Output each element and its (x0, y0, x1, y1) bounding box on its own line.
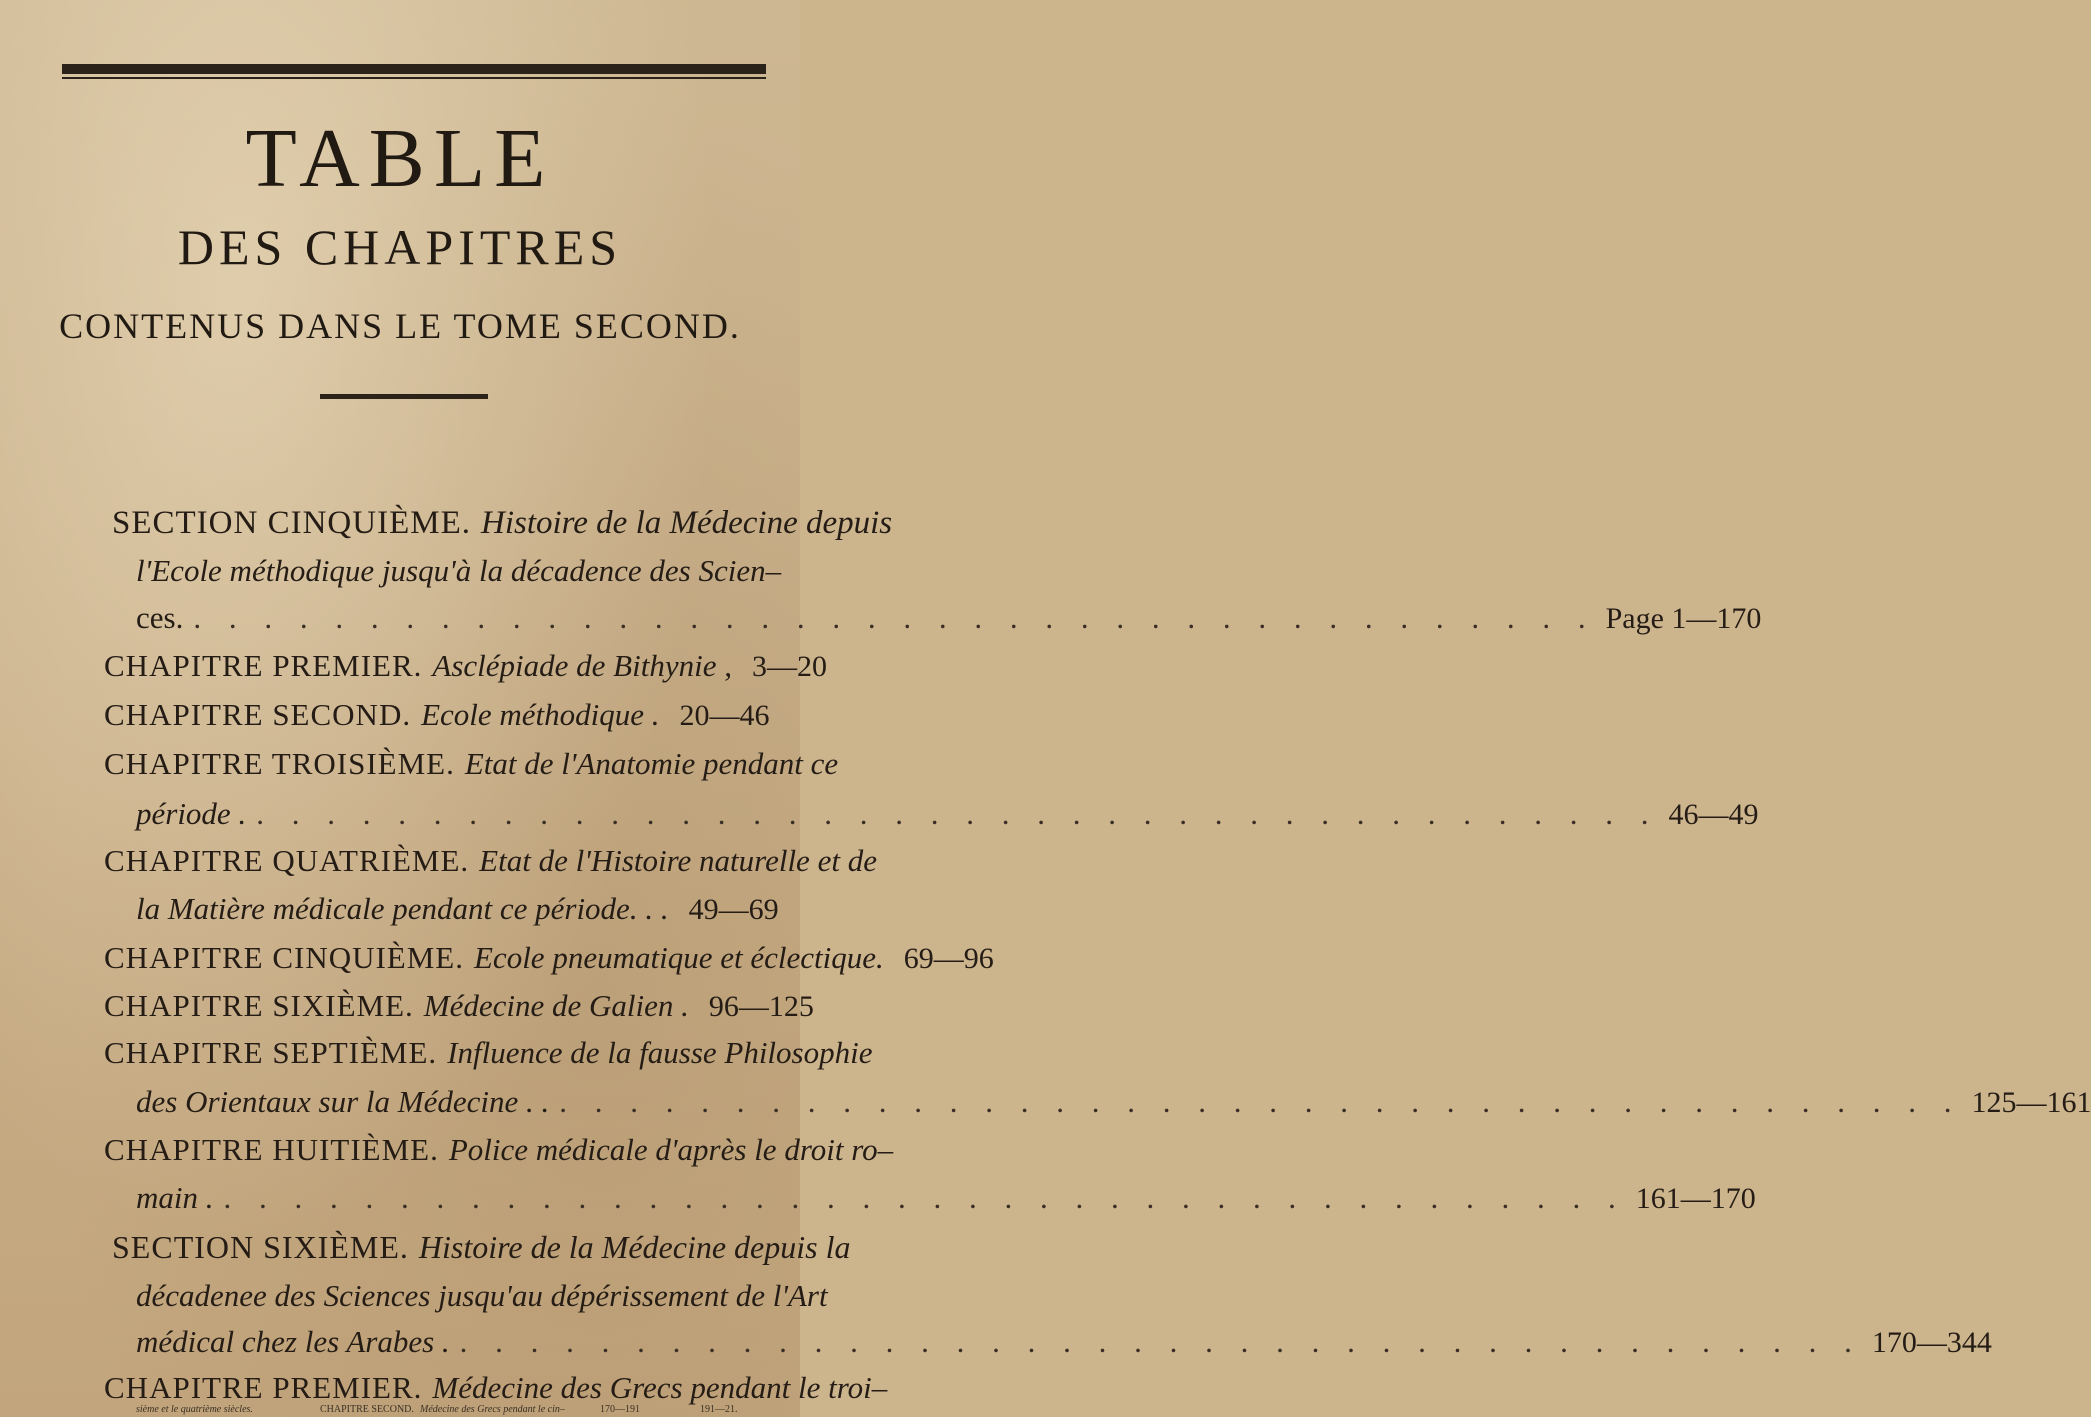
page-range: Page 1—170 (1605, 602, 1762, 635)
chapter-heading: CHAPITRE SIXIÈME. (104, 988, 414, 1023)
chapter-title: Médecine des Grecs pendant le cin– (420, 1404, 565, 1415)
chapter-title: main . (136, 1180, 214, 1215)
list-item (112, 1229, 851, 1265)
list-item (104, 1132, 894, 1167)
chapter-title: période . (136, 796, 247, 831)
chapter-title: Influence de la fausse Philosophie (447, 1035, 873, 1070)
dot-leader: . . . . . . . . . . . . . . . . . . . . . . . . . . . . . . . . . . . . . . . . (193, 600, 1596, 635)
page-bottom-overflow (0, 1404, 800, 1417)
section-title: Histoire de la Médecine depuis la (418, 1229, 851, 1265)
page-range: 161—170 (1635, 1182, 1756, 1215)
section-title: Histoire de la Médecine depuis (480, 505, 893, 541)
page-range: 20—46 (679, 699, 770, 732)
page-range: 191—21. (700, 1404, 738, 1415)
section-heading: SECTION SIXIÈME. (112, 1229, 409, 1265)
section-heading: SECTION CINQUIÈME. (112, 505, 471, 541)
chapter-heading: CHAPITRE TROISIÈME. (104, 746, 455, 781)
chapter-title: Etat de l'Anatomie pendant ce (464, 746, 839, 781)
toc-entry (104, 648, 827, 683)
chapter-title: Médecine de Galien . (423, 988, 689, 1023)
toc-entry (136, 891, 779, 926)
page-range: 170—191 (600, 1404, 640, 1415)
toc-entry (136, 1324, 1992, 1359)
chapter-title: des Orientaux sur la Médecine . . (136, 1084, 550, 1119)
toc-entry (136, 1180, 1756, 1215)
chapter-heading: CHAPITRE SECOND. (104, 697, 412, 732)
dot-leader: . . . . . . . . . . . . . . . . . . . . . . . . . . . . . . . . . . . . . . . . (256, 796, 1659, 831)
toc-entry (104, 988, 814, 1023)
toc-entry (136, 796, 1759, 831)
toc-entry (104, 940, 994, 975)
chapter-title: Ecole pneumatique et éclectique. (474, 940, 884, 975)
page-range: 3—20 (751, 650, 827, 683)
page-range: 49—69 (688, 893, 779, 926)
chapter-heading: CHAPITRE QUATRIÈME. (104, 843, 470, 878)
section-title: ces. (136, 600, 184, 635)
chapter-heading: CHAPITRE HUITIÈME. (104, 1132, 439, 1167)
list-item (104, 1035, 873, 1070)
chapter-title: Asclépiade de Bithynie , (432, 648, 732, 683)
chapter-heading: CHAPITRE CINQUIÈME. (104, 940, 464, 975)
toc-entry (136, 600, 1762, 635)
dot-leader: . . . . . . . . . . . . . . . . . . . . . . . . . . . . . . . . . . . . . . . . (223, 1180, 1626, 1215)
page-range: 125—161 (1971, 1086, 2091, 1119)
list-item (112, 505, 893, 541)
chapter-heading: CHAPITRE SEPTIÈME. (104, 1035, 438, 1070)
chapter-title: Ecole méthodique . (421, 697, 660, 732)
list-item (104, 1370, 888, 1405)
chapter-title: sième et le quatrième siècles. (136, 1404, 253, 1415)
dot-leader: . . . . . . . . . . . . . . . . . . . . . . . . . . . . . . . . . . . . . . . . (559, 1084, 1962, 1119)
page-range: 46—49 (1668, 798, 1759, 831)
page-range: 96—125 (708, 990, 814, 1023)
list-item (136, 1278, 828, 1313)
list-item (104, 843, 877, 878)
page-range: 170—344 (1871, 1326, 1992, 1359)
chapter-title: Etat de l'Histoire naturelle et de (479, 843, 877, 878)
chapter-heading: CHAPITRE PREMIER. (104, 1370, 423, 1405)
page-title: TABLE (245, 112, 555, 205)
list-item (136, 553, 782, 588)
toc-entry (136, 1084, 2091, 1119)
chapter-title: la Matière médicale pendant ce période. . . (136, 891, 669, 926)
page-subsubtitle: CONTENUS DANS LE TOME SECOND. (59, 306, 741, 346)
list-item (104, 746, 839, 781)
chapter-title: Médecine des Grecs pendant le troi– (432, 1370, 888, 1405)
chapter-title: Police médicale d'après le droit ro– (448, 1132, 894, 1167)
section-title: l'Ecole méthodique jusqu'à la décadence des Scien– (136, 553, 782, 588)
chapter-heading: CHAPITRE PREMIER. (104, 648, 423, 683)
toc-entry (104, 697, 770, 732)
dot-leader: . . . . . . . . . . . . . . . . . . . . . . . . . . . . . . . . . . . . . . . . (459, 1324, 1862, 1359)
chapter-heading: CHAPITRE SECOND. (320, 1404, 414, 1415)
section-title: décadenee des Sciences jusqu'au dépérissement de l'Art (136, 1278, 828, 1313)
page-subtitle: DES CHAPITRES (177, 219, 623, 275)
section-title: médical chez les Arabes . (136, 1324, 450, 1359)
page-range: 69—96 (903, 942, 994, 975)
